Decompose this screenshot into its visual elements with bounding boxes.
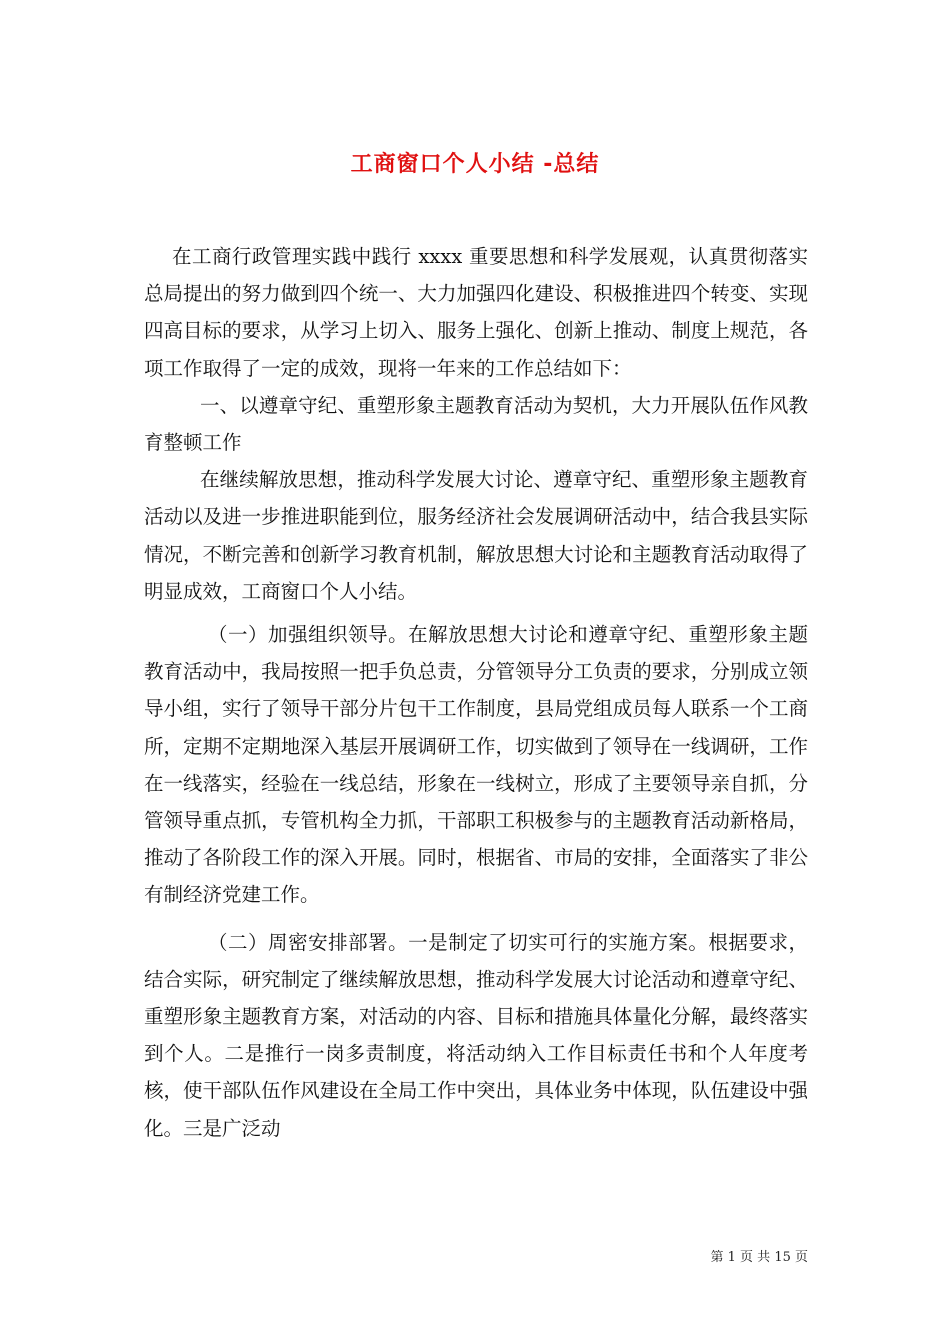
document-body <box>144 238 808 1147</box>
page-number-footer: 第 1 页 共 15 页 <box>710 1250 808 1265</box>
intro-paragraph: 在工商行政管理实践中践行 xxxx 重要思想和科学发展观，认真贯彻落实总局提出的努力做到四个统一、大力加强四化建设、积极推进四个转变、实现四高目标的要求，从学习上切入、服务上强化、创新上推动、制度上规范，各项工作取得了一定的成效，现将一年来的工作总结如下： <box>144 245 808 380</box>
section-heading-1: 一、以遵章守纪、重塑形象主题教育活动为契机，大力开展队伍作风教育整顿工作 <box>144 393 808 455</box>
item-2-paragraph: （二）周密安排部署。一是制定了切实可行的实施方案。根据要求，结合实际，研究制定了继续解放思想，推动科学发展大讨论活动和遵章守纪、重塑形象主题教育方案，对活动的内容、目标和措施具体量化分解，最终落实到个人。二是推行一岗多责制度，将活动纳入工作目标责任书和个人年度考核，使干部队伍作风建设在全局工作中突出，具体业务中体现，队伍建设中强化。三是广泛动 <box>144 930 808 1140</box>
section-1-paragraph: 在继续解放思想，推动科学发展大讨论、遵章守纪、重塑形象主题教育活动以及进一步推进职能到位，服务经济社会发展调研活动中，结合我县实际情况，不断完善和创新学习教育机制，解放思想大讨论和主题教育活动取得了明显成效，工商窗口个人小结。 <box>144 468 808 603</box>
item-1-paragraph: （一）加强组织领导。在解放思想大讨论和遵章守纪、重塑形象主题教育活动中，我局按照一把手负总责，分管领导分工负责的要求，分别成立领导小组，实行了领导干部分片包干工作制度，县局党组成员每人联系一个工商所，定期不定期地深入基层开展调研工作，切实做到了领导在一线调研，工作在一线落实，经验在一线总结，形象在一线树立，形成了主要领导亲自抓，分管领导重点抓，专管机构全力抓，干部职工积极参与的主题教育活动新格局，推动了各阶段工作的深入开展。同时，根据省、市局的安排，全面落实了非公有制经济党建工作。 <box>144 623 808 907</box>
document-title: 工商窗口个人小结 -总结 <box>350 151 600 177</box>
